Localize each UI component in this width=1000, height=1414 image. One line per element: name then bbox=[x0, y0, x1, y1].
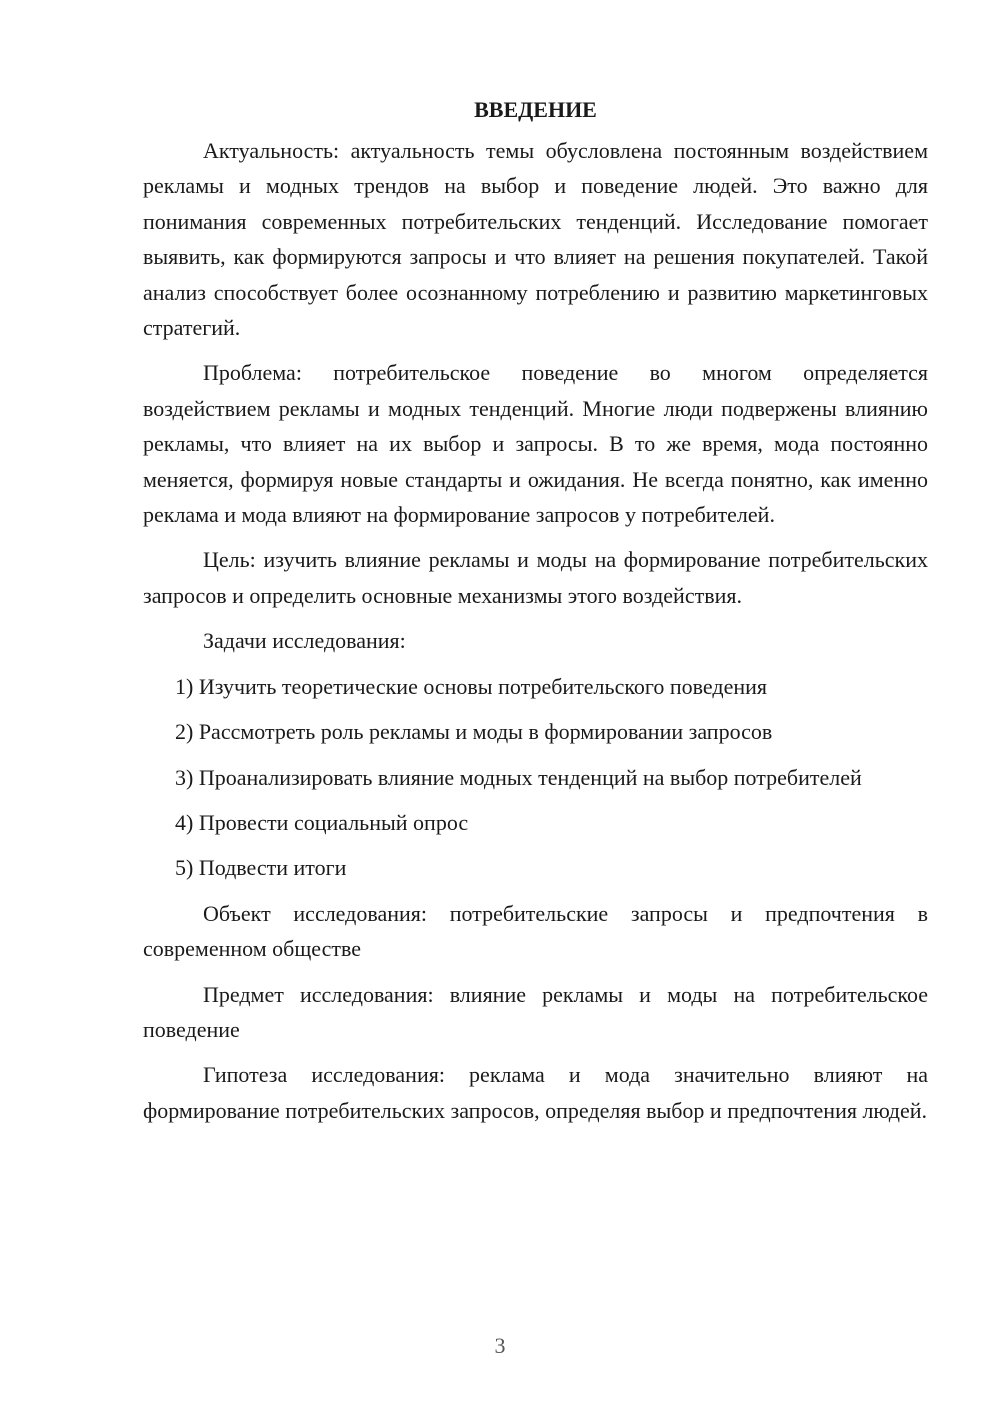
page-heading: ВВЕДЕНИЕ bbox=[474, 97, 597, 122]
paragraph-subject: Предмет исследования: влияние рекламы и моды на потребительское поведение bbox=[143, 981, 928, 1042]
paragraph-hypothesis: Гипотеза исследования: реклама и мода значительно влияют на формирование потребительских запросов, определяя выбор и предпочтения людей. bbox=[143, 1062, 928, 1123]
paragraph-tasks-title: Задачи исследования: bbox=[203, 628, 406, 654]
task-item-1: 1) Изучить теоретические основы потребительского поведения bbox=[175, 673, 768, 699]
task-item-4: 4) Провести социальный опрос bbox=[175, 809, 469, 835]
task-item-5: 5) Подвести итоги bbox=[175, 855, 347, 881]
page-content bbox=[143, 92, 928, 1138]
paragraph-goal: Цель: изучить влияние рекламы и моды на формирование потребительских запросов и определить основные механизмы этого воздействия. bbox=[143, 547, 928, 608]
task-item-2: 2) Рассмотреть роль рекламы и моды в формировании запросов bbox=[175, 719, 773, 745]
page-number: 3 bbox=[494, 1333, 506, 1358]
paragraph-relevance: Актуальность: актуальность темы обусловлена постоянным воздействием рекламы и модных трендов на выбор и поведение людей. Это важно для понимания современных потребительских тенденций. Исследование помогает выявить, как формируются запросы и что влияет на решения покупателей. Такой анализ способствует более осознанному потреблению и развитию маркетинговых стратегий. bbox=[143, 138, 928, 341]
paragraph-object: Объект исследования: потребительские запросы и предпочтения в современном обществе bbox=[143, 900, 928, 962]
paragraph-problem: Проблема: потребительское поведение во многом определяется воздействием рекламы и модных тенденций. Многие люди подвержены влиянию рекламы, что влияет на их выбор и запросы. В то же время, мода постоянно меняется, формируя новые стандарты и ожидания. Не всегда понятно, как именно реклама и мода влияют на формирование запросов у потребителей. bbox=[143, 360, 928, 528]
task-item-3: 3) Проанализировать влияние модных тенденций на выбор потребителей bbox=[175, 764, 862, 790]
